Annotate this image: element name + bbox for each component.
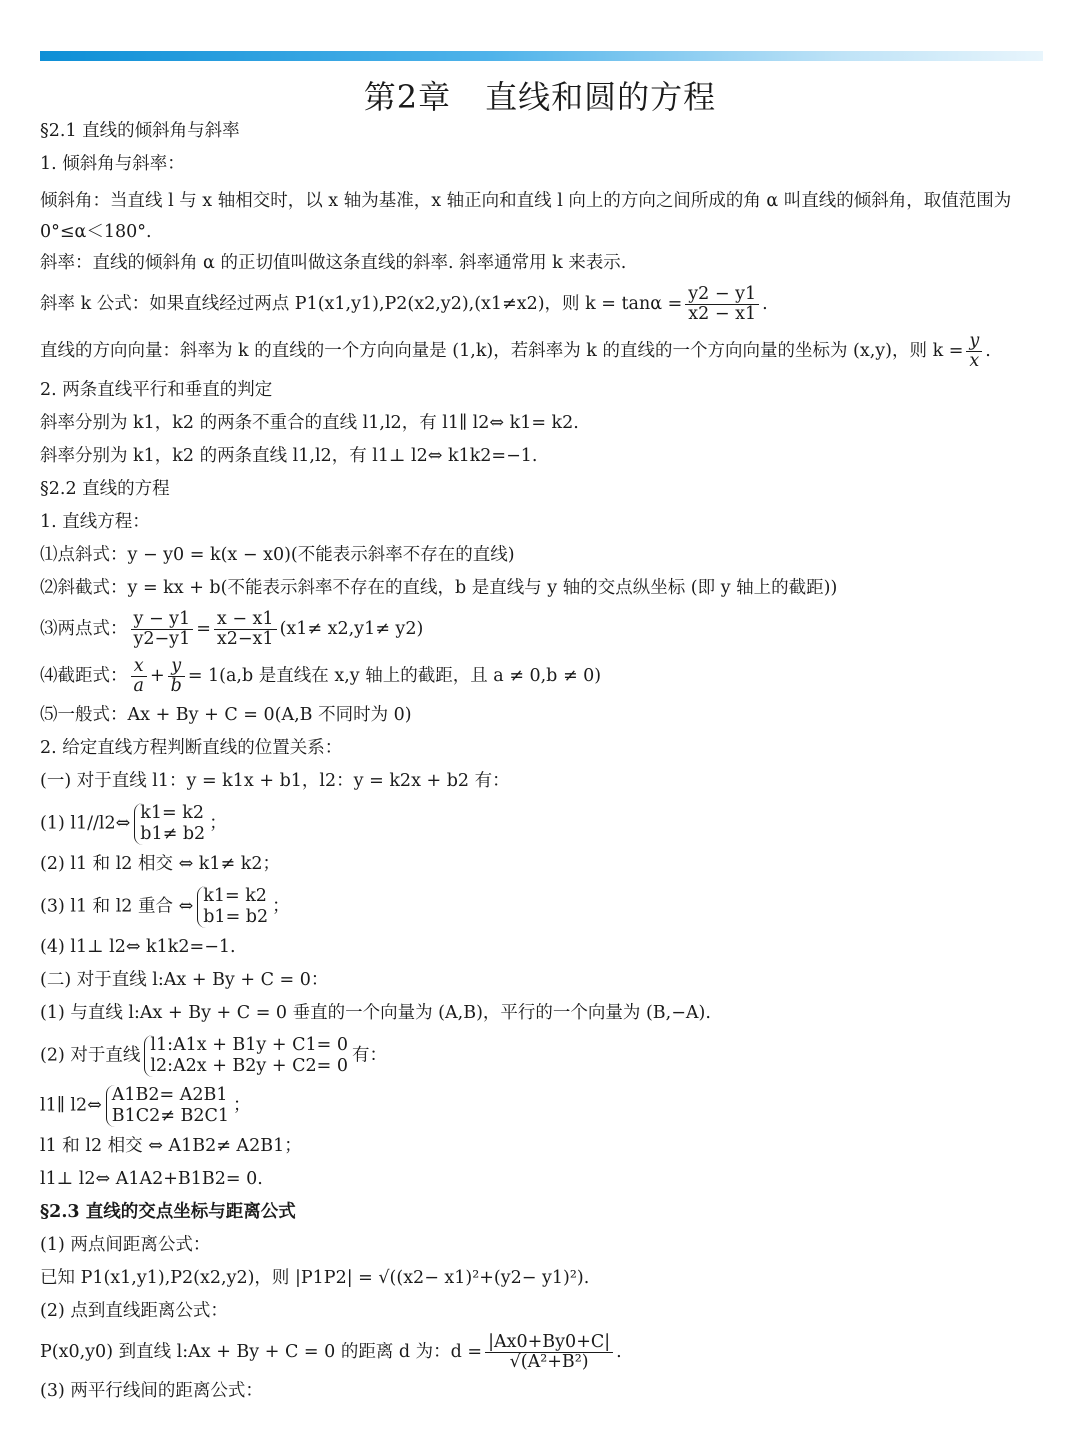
subheading: 1. 直线方程：	[40, 512, 150, 532]
equation-system	[197, 886, 268, 928]
fraction-numerator: y2 − y1	[685, 285, 759, 305]
two-point-form: ⑶两点式： $\frac{y - y1}{y2-y1}$ = $\frac{x - x1}{x2-x1}$ (x1≠ x2,y1≠ y2)	[40, 609, 424, 649]
fraction-denominator: x	[969, 351, 980, 371]
fraction-numerator: y	[966, 332, 982, 352]
section-heading-2-3	[40, 1201, 1050, 1223]
distance-formula-1-heading: (1) 两点间距离公式：	[40, 1235, 211, 1255]
two-point-left-fraction	[131, 610, 194, 649]
fraction-denominator: y2−y1	[133, 629, 191, 649]
equation-system	[106, 1085, 229, 1127]
fraction-denominator: x2−x1	[216, 629, 274, 649]
slope-formula-text: 斜率 k 公式：如果直线经过两点 P1(x1,y1),P2(x2,y2),(x1≠x2)，则 k = tanα =	[40, 294, 683, 314]
condition-label: (3) l1 和 l2 重合 ⇔	[40, 896, 194, 917]
document-body	[40, 120, 1050, 1413]
condition-label: (1) l1//l2⇔	[40, 813, 131, 834]
distance-text: P(x0,y0) 到直线 l:Ax + By + C = 0 的距离 d 为：d =	[40, 1342, 483, 1362]
fraction-numerator: |Ax0+By0+C|	[485, 1333, 613, 1353]
equation-system	[134, 803, 205, 845]
form-condition: (x1≠ x2,y1≠ y2)	[279, 619, 424, 639]
distance-formula-2-heading: (2) 点到直线距离公式：	[40, 1301, 228, 1321]
slope-definition: 斜率：直线的倾斜角 α 的正切值叫做这条直线的斜率. 斜率通常用 k 来表示.	[40, 253, 627, 273]
system-line: A1B2= A2B1	[111, 1085, 228, 1105]
case-two-parallel: l1∥ l2⇔ A1B2= A2B1 B1C2≠ B2C1 ；	[40, 1085, 251, 1126]
intercept-form: ⑷截距式： $\frac{x}{a}$ + $\frac{y}{b}$ = 1(a,b 是直线在 x,y 轴上的截距，且 a ≠ 0,b ≠ 0)	[40, 656, 602, 696]
inclination-definition	[40, 186, 1050, 248]
condition-suffix: 有：	[351, 1045, 387, 1066]
fraction-denominator: x2 − x1	[688, 304, 757, 324]
system-line: l2:A2x + B2y + C2= 0	[150, 1056, 348, 1076]
system-line: b1= b2	[203, 907, 269, 927]
condition-label: l1∥ l2⇔	[40, 1095, 102, 1116]
chapter-name: 直线和圆的方程	[485, 78, 717, 116]
direction-fraction	[966, 332, 982, 371]
direction-vector-text: 直线的方向向量：斜率为 k 的直线的一个方向向量是 (1,k)，若斜率为 k 的直线的一个方向向量的坐标为 (x,y)，则 k =	[40, 341, 964, 361]
system-line: l1:A1x + B1y + C1= 0	[150, 1035, 348, 1055]
distance-formula-3-heading: (3) 两平行线间的距离公式：	[40, 1381, 263, 1401]
fraction-numerator: x − x1	[214, 610, 277, 630]
system-line: B1C2≠ B2C1	[111, 1106, 230, 1126]
two-point-distance: 已知 P1(x1,y1),P2(x2,y2)，则 |P1P2| = √((x2− x1)²+(y2− y1)²).	[40, 1268, 590, 1288]
fraction-numerator: y − y1	[131, 610, 194, 630]
case-one-perpendicular: (4) l1⊥ l2⇔ k1k2=−1.	[40, 937, 236, 957]
system-line: k1= k2	[203, 886, 267, 906]
case-two-system	[40, 1035, 1050, 1077]
distance-fraction	[485, 1333, 613, 1372]
form-condition: = 1(a,b 是直线在 x,y 轴上的截距，且 a ≠ 0,b ≠ 0)	[187, 666, 602, 686]
general-form: ⑸一般式：Ax + By + C = 0(A,B 不同时为 0)	[40, 705, 412, 725]
case-two-perpendicular: l1⊥ l2⇔ A1A2+B1B2= 0.	[40, 1169, 263, 1189]
case-one-parallel: (1) l1//l2⇔ k1= k2 b1≠ b2 ；	[40, 803, 227, 844]
two-point-right-fraction	[214, 610, 277, 649]
section-heading-2-1: §2.1 直线的倾斜角与斜率	[40, 121, 240, 141]
subheading: 1. 倾斜角与斜率：	[40, 154, 185, 174]
y-over-b-fraction: $\frac{y}{b}$	[168, 657, 185, 696]
inclination-label: 倾斜角：	[40, 191, 110, 211]
point-slope-form: ⑴点斜式：y − y0 = k(x − x0)(不能表示斜率不存在的直线)	[40, 545, 515, 565]
system-line: k1= k2	[140, 803, 204, 823]
fraction-denominator: √(A²+B²)	[509, 1352, 589, 1372]
inclination-text: 当直线 l 与 x 轴相交时，以 x 轴为基准，x 轴正向和直线 l 向上的方向之间所成的角 α 叫直线的倾斜角，取值范围为 0°≤α＜180°.	[40, 191, 1012, 242]
x-over-a-fraction: $\frac{x}{a}$	[131, 657, 147, 696]
system-line: b1≠ b2	[140, 824, 206, 844]
case-one-heading: (一) 对于直线 l1：y = k1x + b1，l2：y = k2x + b2 有：	[40, 771, 510, 791]
subheading: 2. 两条直线平行和垂直的判定	[40, 380, 273, 400]
case-two-intersect: l1 和 l2 相交 ⇔ A1B2≠ A2B1；	[40, 1136, 302, 1156]
form-label: ⑷截距式：	[40, 666, 128, 686]
point-line-distance: P(x0,y0) 到直线 l:Ax + By + C = 0 的距离 d 为：d = $\frac{|Ax0+By0+C|}{\text{√(A²+B²)}}$ .	[40, 1332, 622, 1372]
slope-intercept-form: ⑵斜截式：y = kx + b(不能表示斜率不存在的直线，b 是直线与 y 轴的交点纵坐标 (即 y 轴上的截距))	[40, 578, 838, 598]
slope-fraction	[685, 285, 759, 324]
slope-formula: 斜率 k 公式：如果直线经过两点 P1(x1,y1),P2(x2,y2),(x1≠x2)，则 k = tanα = $\frac{y2 - y1}{x2 - x1}$ .	[40, 284, 768, 324]
form-label: ⑶两点式：	[40, 619, 128, 639]
case-two-heading: (二) 对于直线 l:Ax + By + C = 0：	[40, 970, 329, 990]
normal-direction-vectors: (1) 与直线 l:Ax + By + C = 0 垂直的一个向量为 (A,B)，平行的一个向量为 (B,−A).	[40, 1003, 711, 1023]
equation-system	[144, 1035, 348, 1077]
direction-vector: 直线的方向向量：斜率为 k 的直线的一个方向向量是 (1,k)，若斜率为 k 的直线的一个方向向量的坐标为 (x,y)，则 k = $\frac{y}{x}$ .	[40, 331, 991, 371]
section-heading-text: §2.3 直线的交点坐标与距离公式	[40, 1202, 296, 1222]
perpendicular-criterion: 斜率分别为 k1，k2 的两条直线 l1,l2，有 l1⊥ l2⇔ k1k2=−1.	[40, 446, 538, 466]
header-accent-bar	[40, 51, 1043, 61]
case-one-coincide: (3) l1 和 l2 重合 ⇔ k1= k2 b1= b2 ；	[40, 886, 290, 927]
chapter-number: 第2章	[363, 78, 452, 116]
subheading: 2. 给定直线方程判断直线的位置关系：	[40, 738, 343, 758]
case-one-intersect: (2) l1 和 l2 相交 ⇔ k1≠ k2；	[40, 854, 280, 874]
section-heading-2-2: §2.2 直线的方程	[40, 479, 170, 499]
parallel-criterion: 斜率分别为 k1，k2 的两条不重合的直线 l1,l2，有 l1∥ l2⇔ k1= k2.	[40, 413, 579, 433]
chapter-title	[0, 72, 1080, 118]
condition-label: (2) 对于直线	[40, 1045, 141, 1066]
